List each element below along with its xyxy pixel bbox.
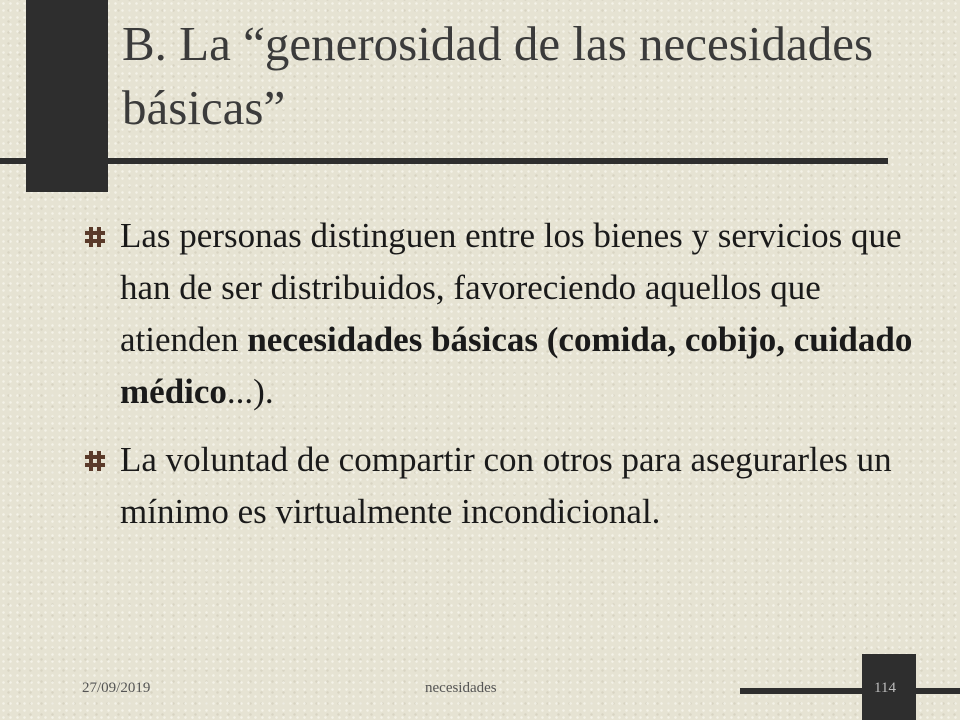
bullet-text-tail: ...). bbox=[226, 372, 274, 411]
footer-date: 27/09/2019 bbox=[82, 680, 151, 696]
bullet-text: Las personas distinguen entre los bienes y servicios que han de ser distribuidos, favoreciendo aquellos que atienden bbox=[120, 216, 902, 359]
slide-body bbox=[84, 210, 944, 554]
hash-bullet-icon bbox=[84, 450, 106, 472]
page-number: 114 bbox=[874, 680, 896, 696]
bullet-item bbox=[84, 210, 944, 418]
footer-rule bbox=[740, 688, 960, 694]
bullet-text-bold: necesidades básicas (comida, cobijo, cuidado médico bbox=[120, 320, 913, 411]
title-underline bbox=[0, 158, 888, 164]
bullet-item bbox=[84, 434, 944, 538]
footer-center-text: necesidades bbox=[425, 680, 497, 696]
hash-bullet-icon bbox=[84, 226, 106, 248]
bullet-text: La voluntad de compartir con otros para asegurarles un mínimo es virtualmente incondicional. bbox=[120, 440, 892, 531]
slide-title: B. La “generosidad de las necesidades básicas” bbox=[122, 16, 874, 135]
